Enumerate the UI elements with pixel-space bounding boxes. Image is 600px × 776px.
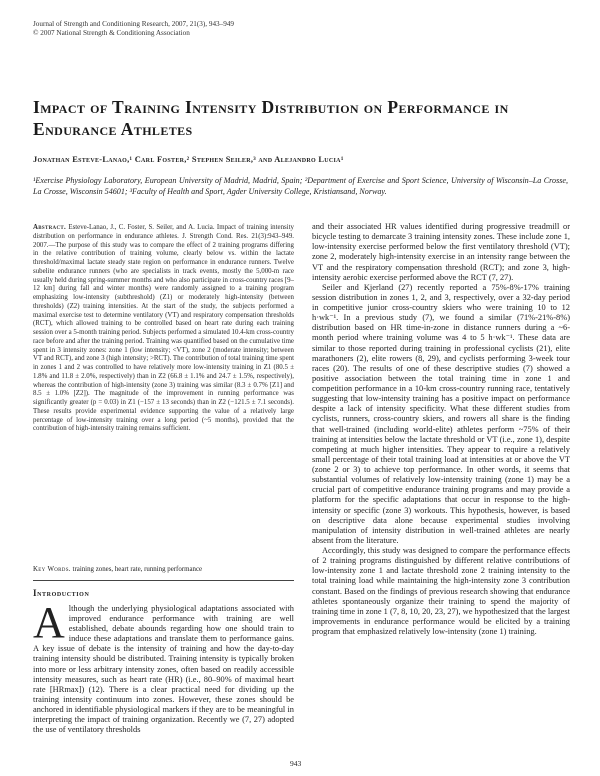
- journal-citation: Journal of Strength and Conditioning Research, 2007, 21(3), 943–949: [33, 20, 235, 28]
- keywords: [33, 565, 294, 574]
- journal-copyright: © 2007 National Strength & Conditioning Association: [33, 29, 190, 37]
- journal-header: [33, 20, 234, 38]
- affiliations: ¹Exercise Physiology Laboratory, European University of Madrid, Madrid, Spain; ²Department of Exercise and Sport Science, University of Wisconsin–La Crosse, La Crosse, Wisconsin 54601; ³Faculty of Health and Sport, Agder University College, Kristiansand, Norway.: [33, 176, 568, 196]
- abstract-label: Abstract.: [33, 224, 67, 231]
- abstract-text: Esteve-Lanao, J., C. Foster, S. Seiler, and A. Lucia. Impact of training intensity distribution on performance in endurance athletes. J. Strength Cond. Res. 21(3):943–949. 2007.—The purpose of this study was to compare the effect of 2 training programs differing in the relative contribution of training volume, clearly below vs. within the lactate threshold/maximal lactate steady state region on performance in endurance runners. Twelve subelite endurance runners (who are specialists in track events, mostly the 5,000-m race usually held during spring-summer months and who also participate in cross-country races [9–12 km] during fall and winter months) were randomly assigned to a training program emphasizing low-intensity (subthreshold) (Z1) or moderately high-intensity (between thresholds) (Z2) training intensities. At the start of the study, the subjects performed a maximal exercise test to determine ventilatory (VT) and respiratory compensation thresholds (RCT), which allowed training to be controlled based on heart rate during each training session over a 5-month training period. Subjects performed a simulated 10.4-km cross-country race before and after the training period. Training was quantified based on the cumulative time spent in 3 intensity zones: zone 1 (low intensity; <VT), zone 2 (moderate intensity; between VT and RCT), and zone 3 (high intensity; >RCT). The contribution of total training time spent in zones 1 and 2 was controlled to have relatively more low-intensity training in Z1 (80.5 ± 1.8% and 11.8 ± 2.0%, respectively) than in Z2 (66.8 ± 1.1% and 24.7 ± 1.5%, respectively), whereas the contribution of high-intensity (zone 3) training was similar (8.3 ± 0.7% [Z1] and 8.5 ± 1.0% [Z2]). The magnitude of the improvement in running performance was significantly greater (p = 0.03) in Z1 (−157 ± 13 seconds) than in Z2 (−121.5 ± 7.1 seconds). These results provide experimental evidence supporting the value of a relatively large percentage of low-intensity training over a long period (~5 months), provided that the contribution of high-intensity training remains sufficient.: [33, 224, 294, 433]
- paragraph: Seiler and Kjerland (27) recently reported a 75%-8%-17% training session distribution in zones 1, 2, and 3, respectively, over a 32-day period in competitive junior cross-country skiers who were training 10 to 12 h·wk⁻¹. In a previous study (7), we found a similar (71%-21%-8%) distribution based on HR time-in-zone in distance runners during a ~6-month period where training volume was 4 to 5 h·wk⁻¹. These data are similar to those reported during training in professional cyclists (21), elite marathoners (2), elite rowers (8, 29), and cyclists performing 3-week tour races (20). The results of one of these descriptive studies (7) showed a positive association between the total training time in zone 1 and competition performance in a 10-km cross-country running race, tentatively suggesting that low-intensity training has a positive impact on performance despite a lack of intensity specificity. What these different studies from cyclists, runners, cross-country skiers, and rowers all share is the finding that well-trained (including world-elite) athletes perform ~75% of their training at intensities below the lactate threshold or VT (i.e., zone 1), despite competing at much higher intensities. They appear to require a relatively small percentage of their total training load at intensities at or above the VT (zone 2 or 3) to achieve top performance. In other words, it seems that substantial volumes of relatively low-intensity training (zone 1) may be a crucial part of competitive endurance training programs and may provide a platform for the specific adaptations that occur in response to the high-intensity or specific (zone 3) workouts. This hypothesis, however, is based on descriptive data alone because experimental studies involving manipulation of intensity distribution in well-trained athletes are nearly absent from the literature.: [312, 282, 570, 545]
- paragraph: Accordingly, this study was designed to compare the performance effects of 2 training programs distinguished by different relative contributions of low-intensity zone 1 and lactate threshold zone 2 training intensity to the total training load while maintaining the high-intensity zone 3 contribution constant. Based on the findings of previous research showing that endurance athletes spontaneously organize their training to spend the majority of training time in zone 1 (7, 8, 10, 20, 23, 27), we hypothesized that the largest improvements in endurance performance would be elicited by a training program that emphasized relatively low-intensity (zone 1) training.: [312, 546, 570, 636]
- page-number: 943: [290, 759, 302, 768]
- paragraph: and their associated HR values identified during progressive treadmill or bicycle testing to demarcate 3 training intensity zones. These include zone 1, low-intensity exercise performed below the first ventilatory threshold (VT); zone 2, moderately high-intensity exercise in an intensity range between the VT and the respiratory compensation threshold (RCT); and zone 3, high-intensity aerobic exercise performed above the RCT (7, 27).: [312, 222, 570, 282]
- introduction-heading: Introduction: [33, 588, 90, 598]
- introduction-text: lthough the underlying physiological adaptations associated with improved endurance performance with training are well established, debate abounds regarding how one should train to induce these adaptations and translate them to performance gains. A key issue of debate is the intensity of training and how the day-to-day training intensity should be distributed. Training intensity is typically broken into more or less arbitrary intensity zones, often based on readily accessible intensity measures, such as heart rate (HR) (i.e., 80–90% of maximal heart rate [HRmax]) (12). There is a clear practical need for dividing up the training intensity continuum into zones. However, these zones should be anchored in identifiable physiological markers if they are to be meaningful in interpreting the impact of training organization. Recently we (7, 27) adopted the use of ventilatory thresholds: [33, 604, 294, 735]
- introduction-body: [33, 598, 294, 735]
- drop-cap: A: [33, 598, 65, 647]
- keywords-text: training zones, heart rate, running performance: [72, 566, 203, 573]
- author-list: Jonathan Esteve-Lanao,¹ Carl Foster,² Stephen Seiler,³ and Alejandro Lucia¹: [33, 155, 344, 164]
- keywords-label: Key Words.: [33, 566, 71, 573]
- paper-title: Impact of Training Intensity Distribution on Performance in Endurance Athletes: [33, 97, 509, 139]
- section-divider: [33, 580, 294, 581]
- right-column: [312, 222, 570, 637]
- abstract: [33, 224, 294, 434]
